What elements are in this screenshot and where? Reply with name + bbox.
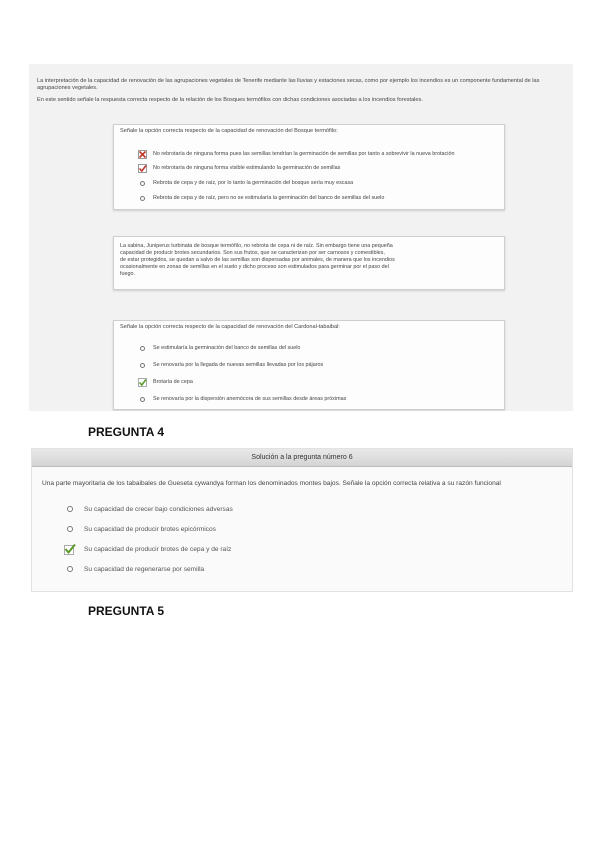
radio-icon — [64, 503, 76, 515]
option-1[interactable] — [138, 149, 454, 159]
info-line-1: La sabina, Juniperus turbinata de bosque termófilo, no rebrota de cepa ni de raíz. Sin embargo tiene una pequeña — [120, 243, 393, 249]
solution-title: Solución a la pregunta número 6 — [251, 454, 353, 461]
option-4[interactable] — [138, 193, 384, 203]
radio-icon — [138, 194, 147, 203]
option-1[interactable] — [64, 503, 233, 515]
radio-icon — [64, 523, 76, 535]
option-3[interactable] — [64, 543, 231, 555]
screenshot-question-6 — [31, 448, 573, 592]
option-label: No rebrotaría de ninguna forma pues las semillas tendrían la germinación de semillas por tanto a sobrevivir la nueva brotación — [153, 151, 455, 157]
cross-icon — [138, 150, 147, 159]
radio-icon — [138, 361, 147, 370]
intro-text-line-2: agrupaciones vegetales. — [37, 85, 98, 91]
screenshot-question-set-1 — [29, 64, 573, 411]
radio-icon — [138, 179, 147, 188]
check-icon — [138, 164, 147, 173]
heading-pregunta-4: PREGUNTA 4 — [88, 425, 165, 439]
question-text: Una parte mayoritaria de los tabaibales de Gueseta cywandya forman los denominados montes bajos. Señale la opción correcta relativa a su razón funcional — [42, 480, 501, 487]
option-label: Su capacidad de producir brotes epicórmicos — [84, 525, 216, 533]
option-label: Su capacidad de producir brotes de cepa y de raíz — [84, 545, 232, 553]
question-box-bosque-termofilo — [113, 124, 505, 210]
option-label: No rebrotaría de ninguna forma visible estimulando la germinación de semillas — [153, 165, 341, 171]
info-line-5: fuego. — [120, 271, 135, 277]
option-2[interactable] — [64, 523, 216, 535]
question-text: Señale la opción correcta respecto de la capacidad de renovación del Bosque termófilo: — [120, 128, 338, 134]
check-icon — [138, 378, 147, 387]
option-label: Rebrota de cepa y de raíz, por lo tanto la germinación del bosque sería muy escasa — [153, 180, 354, 186]
option-2[interactable] — [138, 163, 340, 173]
radio-icon — [138, 395, 147, 404]
option-label: Se renovaría por la llegada de nuevas semillas llevadas por los pájaros — [153, 362, 324, 368]
option-label: Rebrota de cepa y de raíz, pero no se estimularía la germinación del banco de semillas del suelo — [153, 195, 385, 201]
feedback-info-box — [113, 236, 505, 290]
option-1[interactable] — [138, 343, 300, 353]
radio-icon — [138, 344, 147, 353]
info-line-2: capacidad de producir brotes secundarios. Son sus frutos, que se caracterizan por ser carnosos y comestibles, — [120, 250, 385, 256]
option-4[interactable] — [138, 394, 346, 404]
option-4[interactable] — [64, 563, 204, 575]
info-line-4: ocasionalmente en zonas de semillas en el suelo y dicho proceso son estimulados para germinar por el paso del — [120, 264, 389, 270]
intro-text-line-3: En este sentido señale la respuesta correcta respecto de la relación de los Bosques termófilos con dichas condiciones asociadas a los incendios forestales. — [37, 97, 423, 103]
option-3[interactable] — [138, 178, 353, 188]
intro-text-line-1: La interpretación de la capacidad de renovación de las agrupaciones vegetales de Tenerife mediante las lluvias y estaciones secas, como por ejemplo los incendios es un componente fundamental de las — [37, 78, 540, 84]
question-box-cardonal-tabaibal — [113, 320, 505, 410]
option-2[interactable] — [138, 360, 323, 370]
option-3[interactable] — [138, 377, 193, 387]
info-line-3: de estar protegidos, se quedan a salvo de las semillas son dispersadas por animales, de manera que los incendios — [120, 257, 395, 263]
radio-icon — [64, 563, 76, 575]
option-label: Su capacidad de crecer bajo condiciones adversas — [84, 505, 233, 513]
option-label: Su capacidad de regenerarse por semilla — [84, 565, 205, 573]
option-label: Se estimularía la germinación del banco de semillas del suelo — [153, 345, 301, 351]
option-label: Se renovaría por la dispersión anemócora de sus semillas desde áreas próximas — [153, 396, 347, 402]
question-text: Señale la opción correcta respecto de la capacidad de renovación del Cardonal-tabaibal: — [120, 324, 340, 330]
solution-title-bar — [32, 449, 572, 467]
option-label: Brotaría de cepa — [153, 379, 193, 385]
heading-pregunta-5: PREGUNTA 5 — [88, 604, 165, 618]
check-icon — [64, 543, 76, 555]
